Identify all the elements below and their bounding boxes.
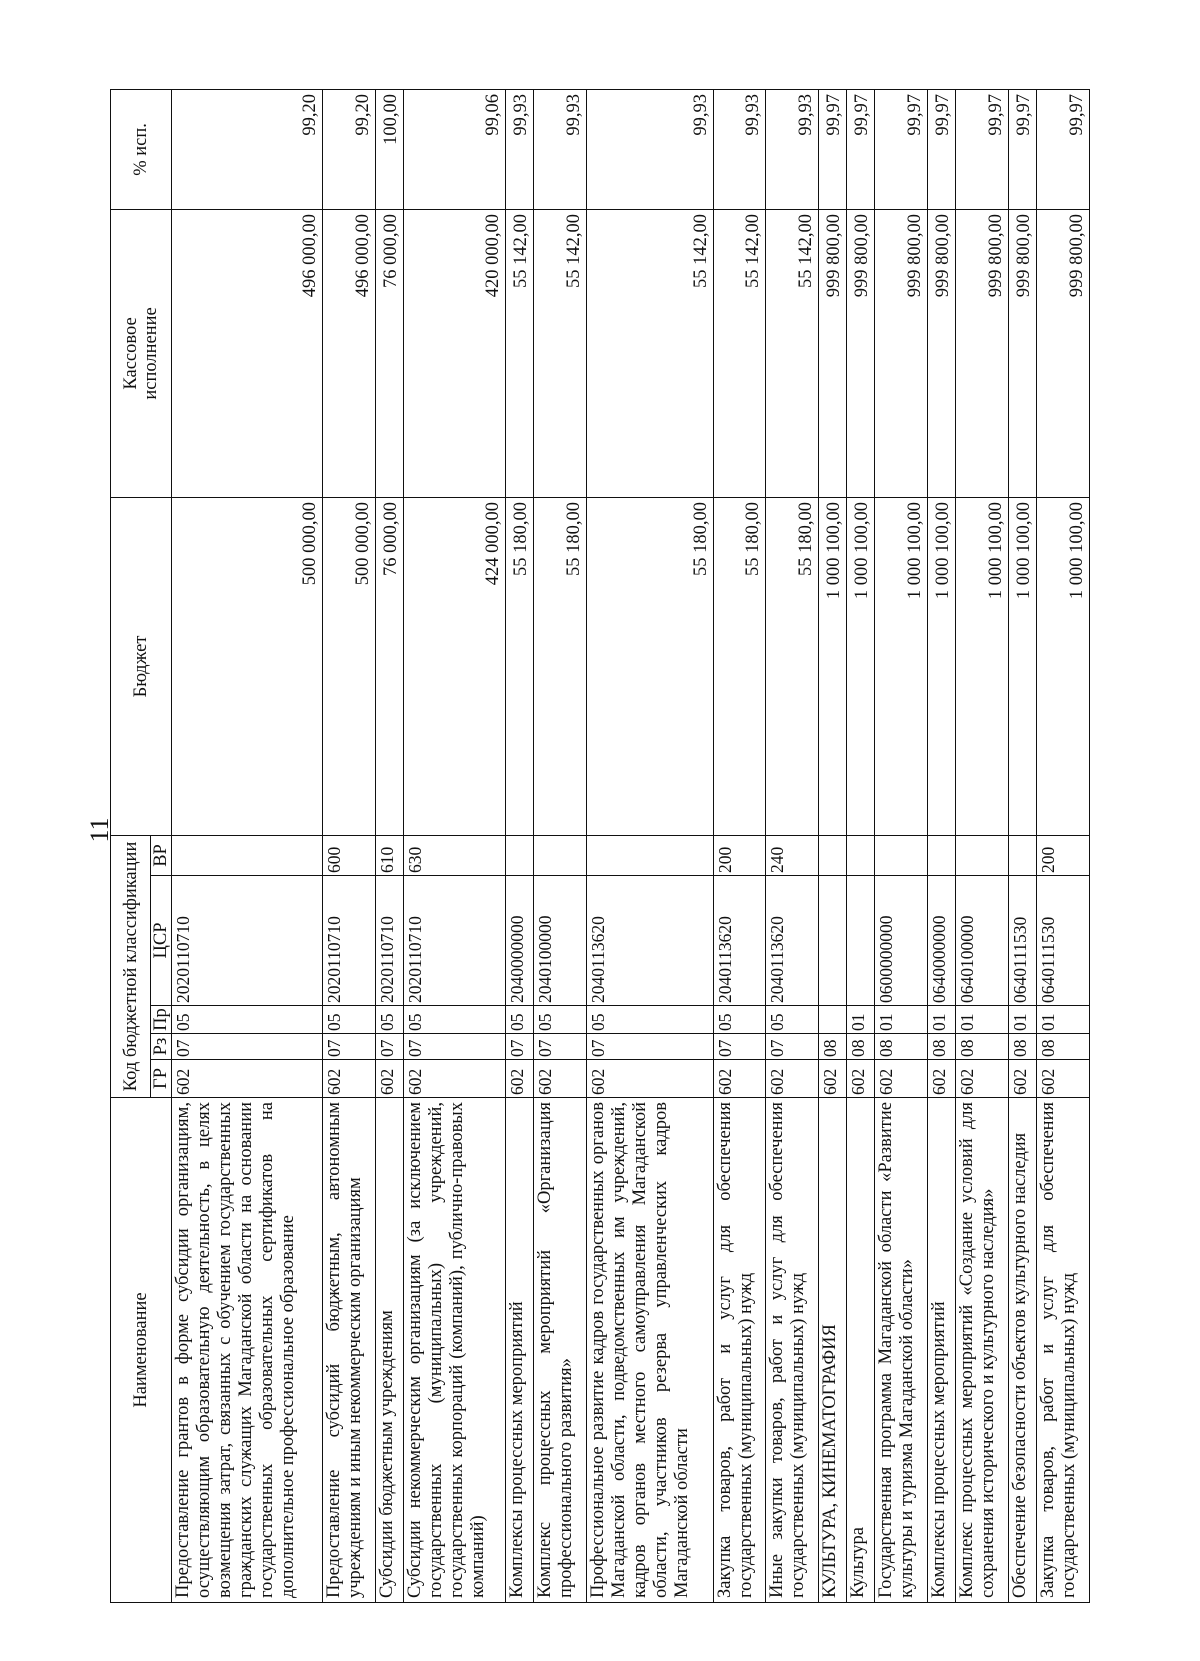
table-row	[534, 89, 587, 1602]
cell-pr: 01	[956, 1006, 1009, 1034]
cell-budget: 55 180,00	[713, 497, 766, 835]
cell-csr: 2020110710	[404, 876, 506, 1006]
cell-rz: 08	[847, 1034, 875, 1060]
cell-budget: 500 000,00	[172, 497, 323, 835]
cell-percent: 99,97	[1037, 89, 1090, 209]
cell-csr: 0600000000	[875, 876, 928, 1006]
cell-name: Закупка товаров, работ и услуг для обеспечения государственных (муниципальных) нужд	[1037, 1098, 1090, 1603]
cell-rz: 07	[534, 1034, 587, 1060]
cell-csr	[819, 876, 847, 1006]
cell-rz: 07	[375, 1034, 403, 1060]
cell-csr: 0640000000	[928, 876, 956, 1006]
cell-budget: 55 180,00	[534, 497, 587, 835]
header-pr: Пр	[151, 1006, 172, 1034]
cell-csr: 2040100000	[534, 876, 587, 1006]
table-row	[172, 89, 323, 1602]
cell-name: Субсидии некоммерческим организациям (за исключением государственных (муниципальных) учреждений, государственных корпораций (компаний), публично-правовых компаний)	[404, 1098, 506, 1603]
cell-rz: 07	[404, 1034, 506, 1060]
cell-rz: 07	[323, 1034, 376, 1060]
cell-pr: 05	[506, 1006, 534, 1034]
cell-rz: 07	[172, 1034, 323, 1060]
cell-csr: 2020110710	[323, 876, 376, 1006]
cell-vr: 200	[713, 835, 766, 875]
table-row	[586, 89, 713, 1602]
cell-cash: 999 800,00	[847, 209, 875, 497]
cell-percent: 99,93	[766, 89, 819, 209]
cell-rz: 08	[928, 1034, 956, 1060]
cell-rz: 08	[819, 1034, 847, 1060]
cell-csr: 2040113620	[766, 876, 819, 1006]
cell-percent: 99,97	[928, 89, 956, 209]
cell-cash: 76 000,00	[375, 209, 403, 497]
cell-vr: 630	[404, 835, 506, 875]
cell-csr: 2040113620	[713, 876, 766, 1006]
cell-pr: 01	[875, 1006, 928, 1034]
cell-vr	[956, 835, 1009, 875]
cell-percent: 99,93	[534, 89, 587, 209]
cell-name: Комплексы процессных мероприятий	[928, 1098, 956, 1603]
cell-percent: 99,20	[172, 89, 323, 209]
cell-budget: 55 180,00	[766, 497, 819, 835]
cell-gr: 602	[323, 1060, 376, 1098]
cell-cash: 55 142,00	[534, 209, 587, 497]
cell-rz: 07	[586, 1034, 713, 1060]
cell-gr: 602	[586, 1060, 713, 1098]
cell-name: Закупка товаров, работ и услуг для обеспечения государственных (муниципальных) нужд	[713, 1098, 766, 1603]
cell-pr: 01	[1037, 1006, 1090, 1034]
cell-csr: 0640111530	[1037, 876, 1090, 1006]
cell-cash: 420 000,00	[404, 209, 506, 497]
cell-pr	[819, 1006, 847, 1034]
cell-gr: 602	[766, 1060, 819, 1098]
cell-vr: 200	[1037, 835, 1090, 875]
table-row	[819, 89, 847, 1602]
table-body	[172, 89, 1090, 1602]
header-gr: ГР	[151, 1060, 172, 1098]
cell-rz: 07	[766, 1034, 819, 1060]
cell-gr: 602	[956, 1060, 1009, 1098]
cell-vr	[875, 835, 928, 875]
table-row	[1008, 89, 1036, 1602]
cell-name: Комплекс процессных мероприятий «Организация профессионального развития»	[534, 1098, 587, 1603]
cell-percent: 99,97	[875, 89, 928, 209]
header-vr: ВР	[151, 835, 172, 875]
header-csr: ЦСР	[151, 876, 172, 1006]
page-number: 11	[85, 817, 114, 843]
cell-cash: 496 000,00	[172, 209, 323, 497]
cell-percent: 99,06	[404, 89, 506, 209]
cell-name: Предоставление грантов в форме субсидии организациям, осуществляющим образовательную деятельность, в целях возмещения затрат, связанных с обучением государственных гражданских служащих Магаданской области на основании государственных образовательных сертификатов на дополнительное профессиональное образование	[172, 1098, 323, 1603]
cell-csr	[847, 876, 875, 1006]
cell-percent: 99,97	[819, 89, 847, 209]
table-row	[847, 89, 875, 1602]
cell-cash: 55 142,00	[586, 209, 713, 497]
cell-name: Иные закупки товаров, работ и услуг для обеспечения государственных (муниципальных) нужд	[766, 1098, 819, 1603]
cell-percent: 100,00	[375, 89, 403, 209]
cell-budget: 424 000,00	[404, 497, 506, 835]
cell-gr: 602	[928, 1060, 956, 1098]
cell-gr: 602	[1008, 1060, 1036, 1098]
cell-vr	[1008, 835, 1036, 875]
table-row	[506, 89, 534, 1602]
cell-cash: 55 142,00	[506, 209, 534, 497]
cell-csr: 0640111530	[1008, 876, 1036, 1006]
cell-pr: 01	[1008, 1006, 1036, 1034]
cell-budget: 1 000 100,00	[847, 497, 875, 835]
cell-rz: 08	[956, 1034, 1009, 1060]
cell-gr: 602	[819, 1060, 847, 1098]
cell-vr	[534, 835, 587, 875]
cell-gr: 602	[404, 1060, 506, 1098]
cell-cash: 999 800,00	[928, 209, 956, 497]
header-name: Наименование	[111, 1098, 172, 1603]
cell-pr: 05	[766, 1006, 819, 1034]
header-percent: % исп.	[111, 89, 172, 209]
header-budget: Бюджет	[111, 497, 172, 835]
cell-csr: 2020110710	[375, 876, 403, 1006]
cell-percent: 99,93	[506, 89, 534, 209]
cell-percent: 99,97	[1008, 89, 1036, 209]
cell-percent: 99,93	[586, 89, 713, 209]
cell-budget: 1 000 100,00	[928, 497, 956, 835]
cell-vr	[172, 835, 323, 875]
cell-rz: 07	[713, 1034, 766, 1060]
cell-csr: 2040113620	[586, 876, 713, 1006]
header-cash: Кассовое исполнение	[111, 209, 172, 497]
cell-name: КУЛЬТУРА, КИНЕМАТОГРАФИЯ	[819, 1098, 847, 1603]
cell-csr: 0640100000	[956, 876, 1009, 1006]
cell-pr: 01	[847, 1006, 875, 1034]
cell-budget: 1 000 100,00	[875, 497, 928, 835]
cell-percent: 99,97	[847, 89, 875, 209]
cell-rz: 08	[1037, 1034, 1090, 1060]
cell-name: Комплекс процессных мероприятий «Создание условий для сохранения исторического и культурного наследия»	[956, 1098, 1009, 1603]
cell-gr: 602	[875, 1060, 928, 1098]
table-row	[766, 89, 819, 1602]
cell-cash: 999 800,00	[875, 209, 928, 497]
cell-pr: 05	[586, 1006, 713, 1034]
cell-pr: 01	[928, 1006, 956, 1034]
cell-gr: 602	[375, 1060, 403, 1098]
cell-name: Комплексы процессных мероприятий	[506, 1098, 534, 1603]
cell-name: Профессиональное развитие кадров государственных органов Магаданской области, подведомственных им учреждений, кадров органов местного самоуправления Магаданской области, участников резерва управленческих кадров Магаданской области	[586, 1098, 713, 1603]
cell-pr: 05	[323, 1006, 376, 1034]
cell-cash: 999 800,00	[1008, 209, 1036, 497]
header-code-group: Код бюджетной классификации	[111, 835, 151, 1097]
header-rz: Рз	[151, 1034, 172, 1060]
cell-csr: 2020110710	[172, 876, 323, 1006]
cell-name: Субсидии бюджетным учреждениям	[375, 1098, 403, 1603]
cell-vr: 240	[766, 835, 819, 875]
cell-pr: 05	[375, 1006, 403, 1034]
table-row	[713, 89, 766, 1602]
cell-gr: 602	[506, 1060, 534, 1098]
cell-pr: 05	[172, 1006, 323, 1034]
cell-csr: 2040000000	[506, 876, 534, 1006]
cell-vr: 600	[323, 835, 376, 875]
cell-pr: 05	[404, 1006, 506, 1034]
cell-vr	[819, 835, 847, 875]
table-row	[875, 89, 928, 1602]
table-row	[323, 89, 376, 1602]
cell-gr: 602	[713, 1060, 766, 1098]
cell-vr	[928, 835, 956, 875]
cell-name: Предоставление субсидий бюджетным, автономным учреждениям и иным некоммерческим организациям	[323, 1098, 376, 1603]
cell-name: Государственная программа Магаданской области «Развитие культуры и туризма Магаданской области»	[875, 1098, 928, 1603]
budget-execution-table	[110, 89, 1090, 1603]
table-header-row	[111, 89, 151, 1602]
cell-cash: 999 800,00	[1037, 209, 1090, 497]
cell-percent: 99,20	[323, 89, 376, 209]
cell-budget: 1 000 100,00	[1037, 497, 1090, 835]
cell-budget: 1 000 100,00	[1008, 497, 1036, 835]
cell-gr: 602	[534, 1060, 587, 1098]
cell-percent: 99,97	[956, 89, 1009, 209]
cell-percent: 99,93	[713, 89, 766, 209]
cell-gr: 602	[1037, 1060, 1090, 1098]
cell-pr: 05	[534, 1006, 587, 1034]
rotated-page-content	[110, 90, 1090, 1603]
cell-vr	[847, 835, 875, 875]
cell-cash: 55 142,00	[766, 209, 819, 497]
cell-cash: 55 142,00	[713, 209, 766, 497]
cell-budget: 500 000,00	[323, 497, 376, 835]
cell-cash: 999 800,00	[956, 209, 1009, 497]
cell-budget: 55 180,00	[506, 497, 534, 835]
cell-budget: 1 000 100,00	[819, 497, 847, 835]
table-row	[404, 89, 506, 1602]
cell-budget: 55 180,00	[586, 497, 713, 835]
cell-rz: 07	[506, 1034, 534, 1060]
cell-gr: 602	[172, 1060, 323, 1098]
cell-rz: 08	[1008, 1034, 1036, 1060]
table-row	[956, 89, 1009, 1602]
cell-gr: 602	[847, 1060, 875, 1098]
cell-vr	[506, 835, 534, 875]
cell-rz: 08	[875, 1034, 928, 1060]
cell-name: Обеспечение безопасности объектов культурного наследия	[1008, 1098, 1036, 1603]
cell-budget: 1 000 100,00	[956, 497, 1009, 835]
cell-pr: 05	[713, 1006, 766, 1034]
table-row	[1037, 89, 1090, 1602]
cell-cash: 999 800,00	[819, 209, 847, 497]
table-row	[928, 89, 956, 1602]
cell-vr	[586, 835, 713, 875]
table-row	[375, 89, 403, 1602]
cell-name: Культура	[847, 1098, 875, 1603]
cell-vr: 610	[375, 835, 403, 875]
cell-budget: 76 000,00	[375, 497, 403, 835]
cell-cash: 496 000,00	[323, 209, 376, 497]
